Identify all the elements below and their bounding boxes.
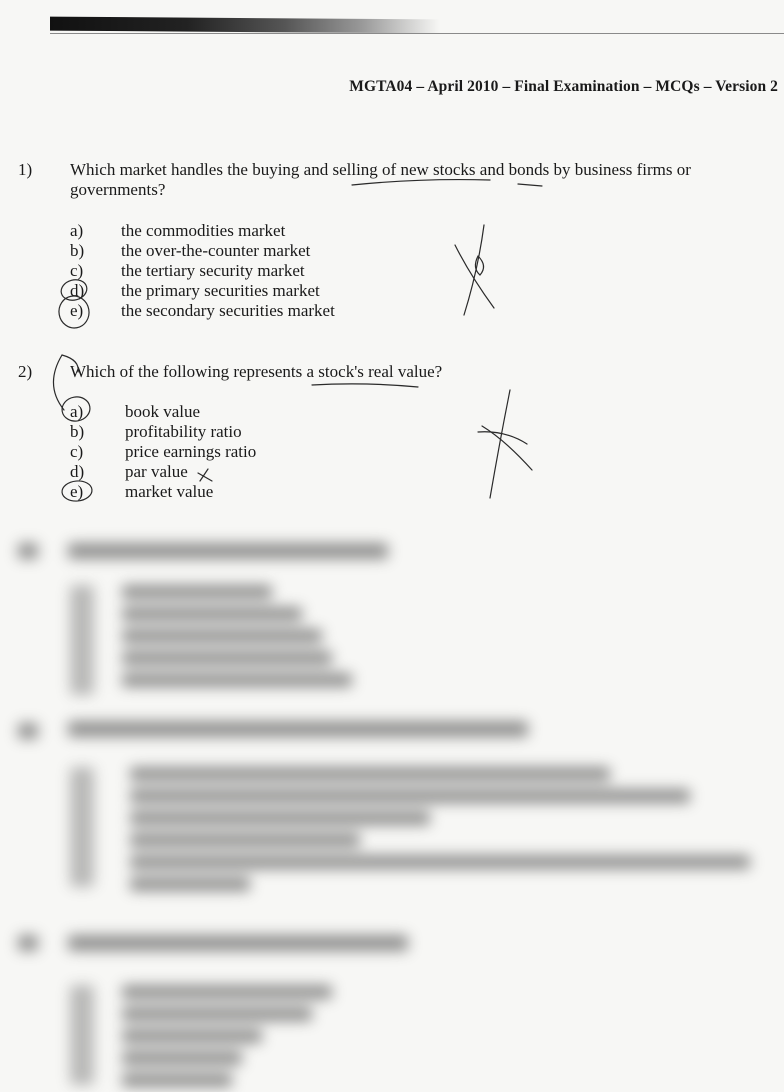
question-number: 1) bbox=[18, 160, 33, 179]
option-text: the secondary securities market bbox=[121, 301, 335, 320]
cross-mark bbox=[455, 245, 494, 308]
cross-mark bbox=[478, 432, 527, 444]
question-text: Which of the following represents a stock's real value? bbox=[70, 362, 443, 381]
bracket-mark bbox=[53, 355, 64, 410]
option-text: the commodities market bbox=[121, 221, 286, 240]
question-number: 2) bbox=[18, 362, 33, 381]
option-text: book value bbox=[125, 402, 201, 421]
option-text: price earnings ratio bbox=[125, 442, 257, 461]
option-text: market value bbox=[125, 482, 214, 501]
option-text: profitability ratio bbox=[125, 422, 242, 441]
option-letter: b) bbox=[70, 241, 85, 260]
option-letter: d) bbox=[70, 462, 85, 481]
option-letter: d) bbox=[70, 281, 85, 300]
cross-mark bbox=[198, 473, 212, 481]
cross-mark bbox=[482, 426, 532, 470]
option-text: the primary securities market bbox=[121, 281, 320, 300]
option-letter: a) bbox=[70, 402, 84, 421]
question-text: Which market handles the buying and selling of new stocks and bonds by business firms or governments? bbox=[70, 160, 691, 199]
scan-artifact-line bbox=[50, 33, 784, 34]
cross-mark bbox=[475, 256, 483, 275]
option-letter: c) bbox=[70, 442, 84, 461]
blurred-content bbox=[0, 535, 784, 1092]
option-text: the tertiary security market bbox=[121, 261, 305, 280]
option-letter: e) bbox=[70, 482, 84, 501]
option-letter: b) bbox=[70, 422, 85, 441]
exam-header: MGTA04 – April 2010 – Final Examination – MCQs – Version 2 bbox=[349, 78, 778, 95]
option-letter: e) bbox=[70, 301, 84, 320]
option-text: par value bbox=[125, 462, 188, 481]
cross-mark bbox=[490, 390, 510, 498]
cross-mark bbox=[464, 225, 484, 315]
scan-artifact-bar bbox=[50, 17, 440, 34]
underline-mark bbox=[312, 384, 418, 387]
option-text: the over-the-counter market bbox=[121, 241, 311, 260]
cross-mark bbox=[200, 469, 208, 481]
option-letter: c) bbox=[70, 261, 84, 280]
option-letter: a) bbox=[70, 221, 84, 240]
